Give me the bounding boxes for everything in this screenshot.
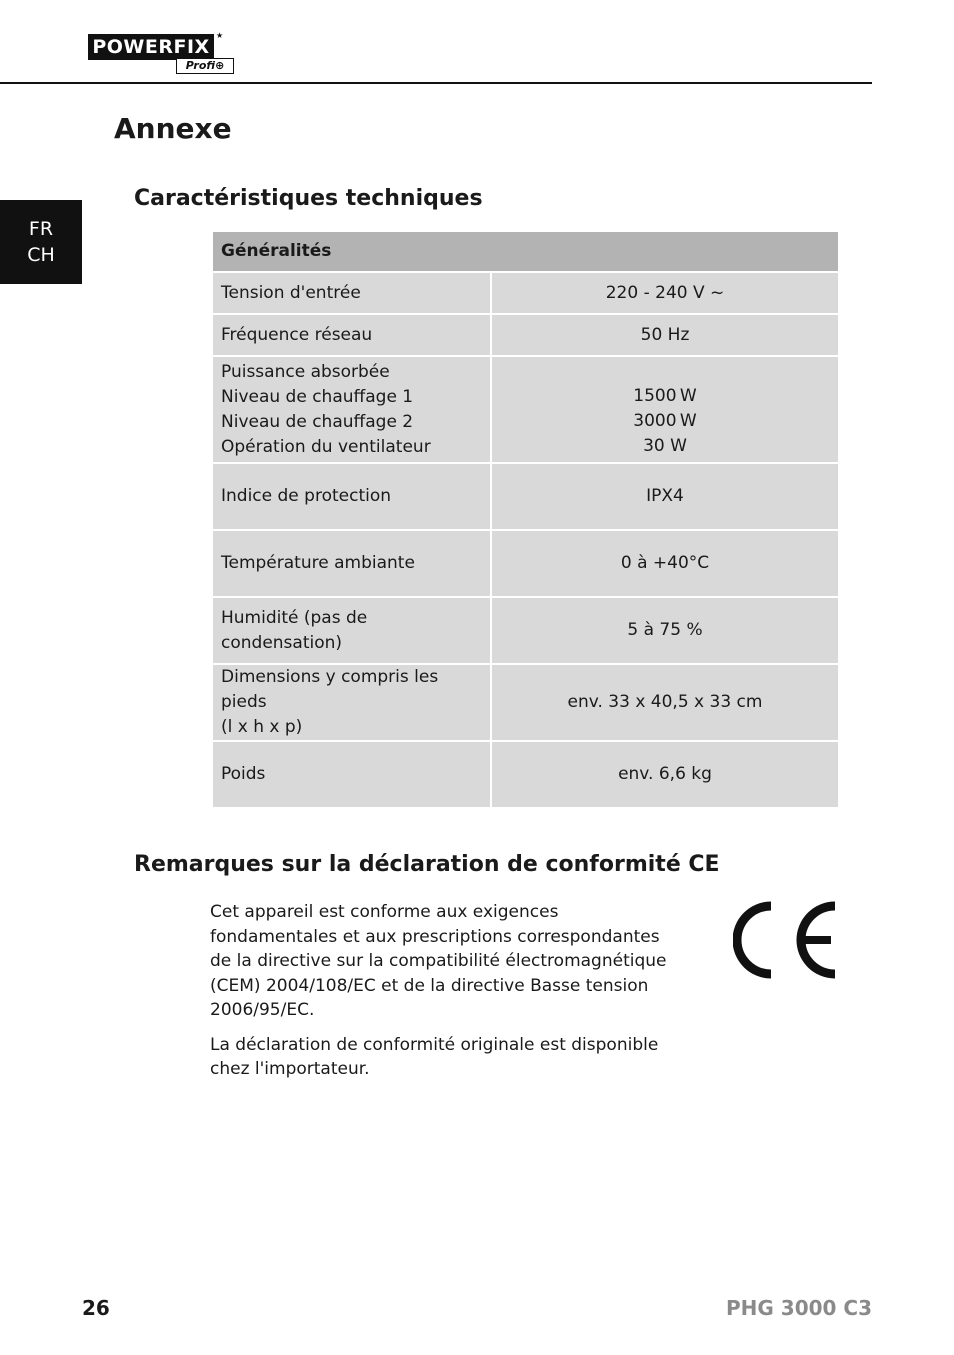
spec-label: Dimensions y compris les pieds (l x h x p) bbox=[212, 664, 491, 741]
language-tab bbox=[0, 200, 82, 284]
spec-label: Poids bbox=[212, 741, 491, 808]
star-icon: ★ bbox=[216, 31, 224, 40]
header-rule bbox=[0, 82, 872, 84]
brand-name: POWERFIX bbox=[88, 34, 214, 60]
spec-label: Température ambiante bbox=[212, 530, 491, 597]
tech-specs-heading: Caractéristiques techniques bbox=[134, 186, 483, 211]
spec-value: env. 33 x 40,5 x 33 cm bbox=[491, 664, 839, 741]
language-code-ch: CH bbox=[27, 244, 55, 266]
page-title: Annexe bbox=[114, 112, 232, 145]
brand-logo bbox=[88, 31, 236, 76]
spec-label: Tension d'entrée bbox=[212, 272, 491, 314]
ce-body bbox=[210, 900, 680, 1092]
tech-specs-table bbox=[211, 230, 840, 809]
table-row bbox=[212, 463, 839, 530]
table-row bbox=[212, 597, 839, 664]
table-row bbox=[212, 741, 839, 808]
spec-value: 5 à 75 % bbox=[491, 597, 839, 664]
model-name: PHG 3000 C3 bbox=[726, 1296, 872, 1320]
spec-value: 1500 W 3000 W 30 W bbox=[491, 356, 839, 463]
page-number: 26 bbox=[82, 1296, 110, 1320]
spec-value: IPX4 bbox=[491, 463, 839, 530]
ce-heading: Remarques sur la déclaration de conformité CE bbox=[134, 852, 720, 877]
table-row bbox=[212, 530, 839, 597]
brand-subline: Profi⊕ bbox=[176, 58, 234, 74]
spec-label: Fréquence réseau bbox=[212, 314, 491, 356]
ce-paragraph: La déclaration de conformité originale est disponible chez l'importateur. bbox=[210, 1034, 659, 1079]
language-code-fr: FR bbox=[28, 218, 54, 240]
spec-value: 50 Hz bbox=[491, 314, 839, 356]
table-header: Généralités bbox=[212, 231, 839, 272]
spec-value: 0 à +40°C bbox=[491, 530, 839, 597]
ce-mark-icon bbox=[733, 900, 839, 980]
spec-label: Humidité (pas de condensation) bbox=[212, 597, 491, 664]
table-row bbox=[212, 356, 839, 463]
table-row bbox=[212, 272, 839, 314]
spec-label: Indice de protection bbox=[212, 463, 491, 530]
table-row bbox=[212, 314, 839, 356]
spec-value: 220 - 240 V ~ bbox=[491, 272, 839, 314]
spec-value: env. 6,6 kg bbox=[491, 741, 839, 808]
ce-paragraph: Cet appareil est conforme aux exigences fondamentales et aux prescriptions correspondantes de la directive sur la compatibilité électromagnétique (CEM) 2004/108/EC et de la directive Basse tension 2006/95/EC. bbox=[210, 902, 667, 1020]
spec-label: Puissance absorbée Niveau de chauffage 1 Niveau de chauffage 2 Opération du ventilateur bbox=[212, 356, 491, 463]
table-row bbox=[212, 664, 839, 741]
